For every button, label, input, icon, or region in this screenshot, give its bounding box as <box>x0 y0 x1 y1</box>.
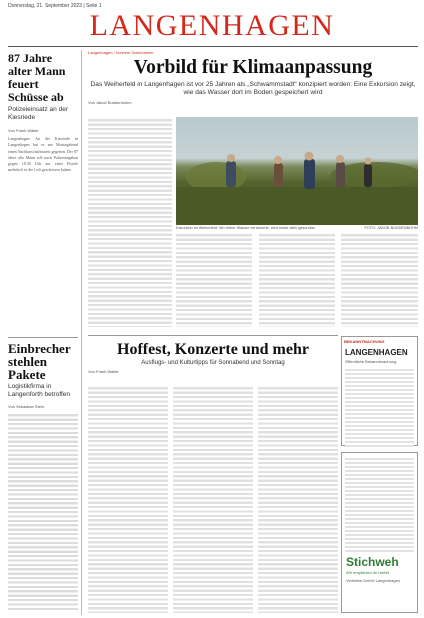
stichweh-sub: Wir empfehlen im Heftet <box>346 570 389 575</box>
left-story-lead: Langenhagen. An der Kiesriede in Langenhagen hat es am Montagabend einen Nachbarschaftsstreit gegeben. Der 87 Jahre alte Mann soll nach Polizeiangaben gegen 18.30 Uhr aus einer Pistole mehrfach in die Luft geschossen haben. <box>8 136 78 173</box>
mid-divider <box>88 335 338 336</box>
left-story-2-subline: Logistikfirma in Langenforth betroffen <box>8 383 71 398</box>
masthead-rule <box>8 46 418 47</box>
left-story-headline: 87 Jahre alter Mann feuert Schüsse ab <box>8 51 66 104</box>
second-story-col-3 <box>258 385 338 613</box>
second-story-subhead: Ausflugs- und Kulturtipps für Sonnabend und Sonntag <box>141 360 285 366</box>
left-story-2 <box>8 342 78 612</box>
second-story-headline: Hoffest, Konzerte und mehr <box>117 341 309 358</box>
top-story-label: Langenhagen / Vorwerk Schimmerlei <box>88 50 154 55</box>
left-story-body <box>8 136 78 332</box>
stichweh-logo: Stichweh <box>346 555 399 569</box>
photo-credit: FOTO: JAKOB BUDDENBOHM <box>364 226 418 230</box>
top-story-col-2 <box>176 232 252 327</box>
top-story-byline: Von Jakob Buddenbohm <box>88 100 132 105</box>
stichweh-contact: Vertriebs GmbH Langenhagen <box>346 578 401 583</box>
left-story-2-byline: Von Sebastian Stein <box>8 404 45 409</box>
photo-caption <box>176 226 418 230</box>
top-story-photo <box>176 117 418 225</box>
announcement-org: Öffentliche Bekanntmachung <box>345 359 397 364</box>
column-divider <box>81 50 82 615</box>
second-story-col-2 <box>173 385 253 613</box>
masthead: LANGENHAGEN <box>89 9 335 42</box>
announcement-box <box>341 336 418 446</box>
top-story-headline: Vorbild für Klimaanpassung <box>133 57 373 78</box>
top-story-col-1 <box>88 117 172 327</box>
photo-caption-text: Exkursion im Weiherfeld: Wo früher Wasser versickerte, wird heute aktiv geschützt. <box>176 226 316 230</box>
left-story-2-body <box>8 412 78 612</box>
left-story-byline: Von Frank Walter <box>8 128 39 133</box>
second-story-byline: Von Frank Walter <box>88 369 119 374</box>
second-story <box>88 341 338 374</box>
left-story-subline: Polizeieinsatz an der Kiesriede <box>8 106 68 121</box>
left-story-2-headline: Einbrecher stehlen Pakete <box>8 341 71 382</box>
issue-date-line: Donnerstag, 21. September 2023 | Seite 1 <box>8 3 102 9</box>
announcement-city: LANGENHAGEN <box>345 348 408 357</box>
stichweh-ad-text <box>345 456 414 552</box>
left-divider <box>8 337 78 338</box>
second-story-col-1 <box>88 385 168 613</box>
announcement-body <box>345 367 414 447</box>
top-story <box>88 50 418 105</box>
top-story-col-3 <box>259 232 335 327</box>
announcement-label: BEKANNTMACHUNG <box>344 339 385 344</box>
top-story-col-4 <box>341 232 418 327</box>
top-story-subhead: Das Weiherfeld in Langenhagen ist vor 25 Jahren als „Schwammstadt“ konzipiert worden: Eine Exkursion zeigt, wie das Wasser dort im Boden gespeichert wird <box>90 81 416 96</box>
photo-illustration <box>176 117 418 225</box>
stichweh-ad <box>341 452 418 613</box>
left-story <box>8 52 78 332</box>
